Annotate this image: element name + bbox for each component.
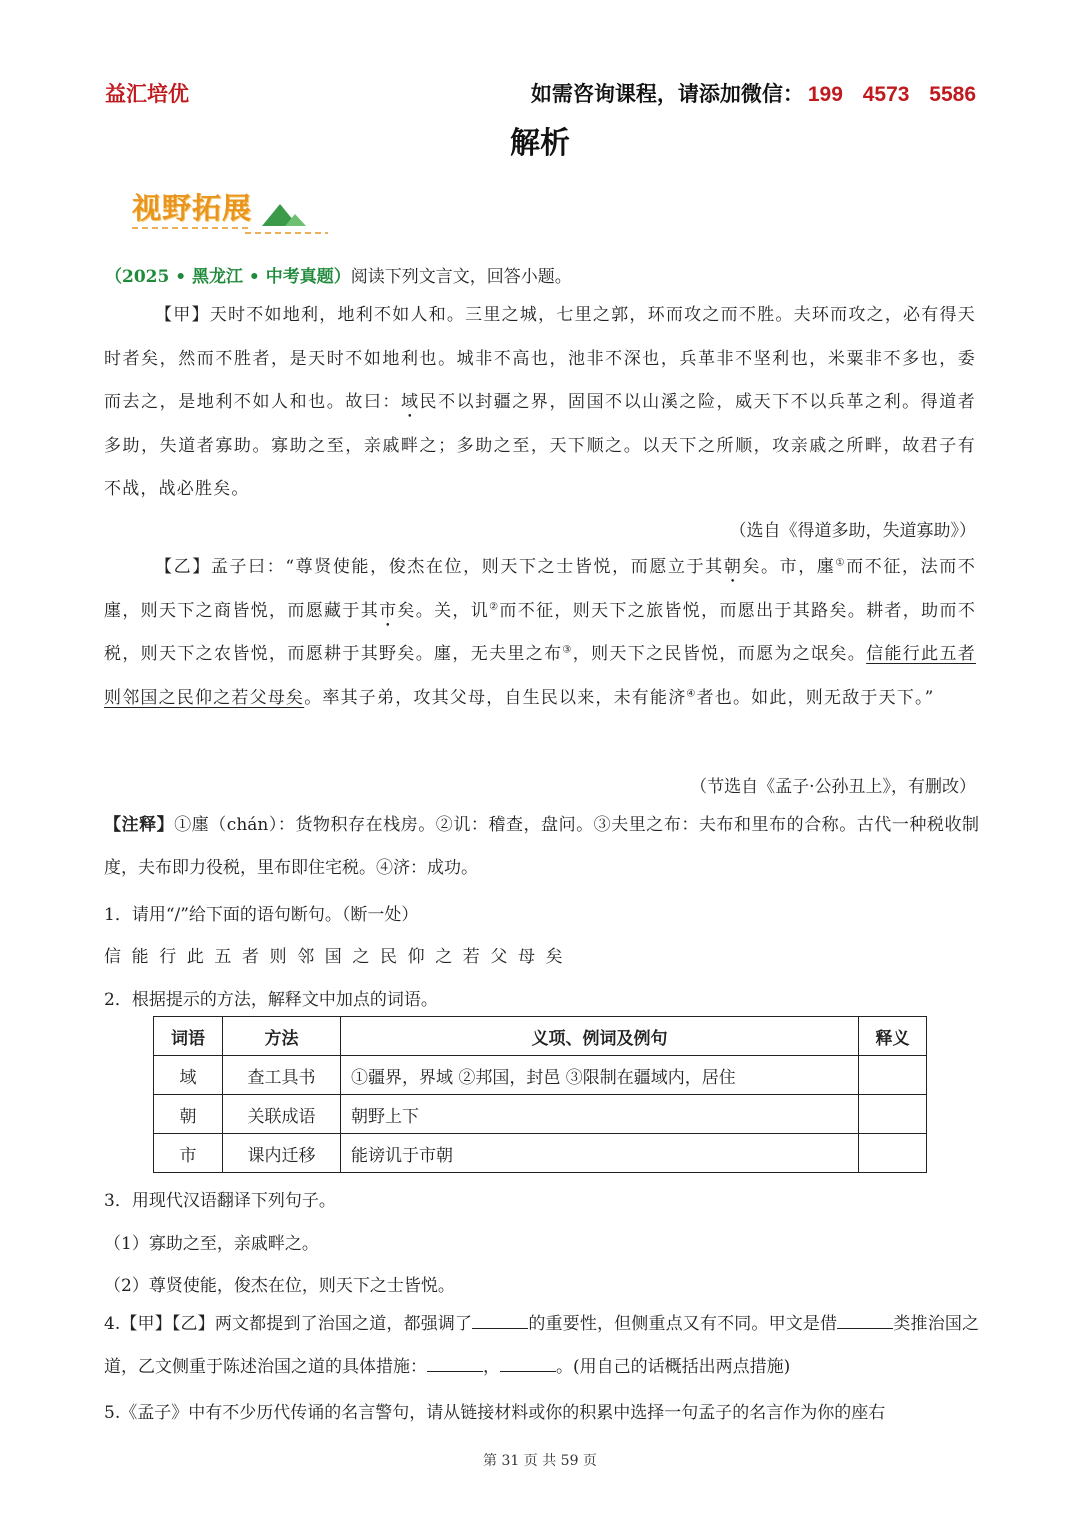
table-header: 词语 [154, 1017, 223, 1056]
passage-yi-label: 【乙】 [155, 557, 211, 577]
annotations-label: 【注释】 [104, 815, 175, 835]
source-instruction: 阅读下列文言文，回答小题。 [350, 267, 572, 287]
answer-blank[interactable] [837, 1314, 893, 1329]
passage-jia-text-2: 民不以封疆之界，固国不以山溪之险，威天下不以兵革之利。得道者多助，失道者寡助。寡助之至，亲戚畔之；多助之至，天下顺之。以天下之所顺，攻亲戚之所畔，故君子有不战，战必胜矣。 [104, 392, 977, 499]
page-title: 解析 [510, 126, 570, 161]
question-3-sentence-2: （2）尊贤使能，俊杰在位，则天下之士皆悦。 [104, 1276, 455, 1296]
passage-yi-text: 。率其子弟，攻其父母，自生民以来，未有能济 [304, 687, 687, 708]
table-cell-meaning[interactable] [859, 1095, 927, 1134]
header-brand: 益汇培优 [105, 82, 189, 106]
table-row [154, 1056, 927, 1095]
question-4 [104, 1303, 979, 1389]
question-1-sentence: 信能行此五者则邻国之民仰之若父母矣 [104, 947, 574, 967]
note-ref-1: ① [835, 557, 847, 569]
dotted-word-yu: 域 [400, 392, 420, 412]
table-cell-word: 域 [154, 1056, 223, 1095]
question-source [105, 262, 572, 287]
table-header: 方法 [223, 1017, 341, 1056]
underlined-sentence: 信能行此五者则邻国之民仰之若父母矣 [104, 644, 977, 708]
passage-yi-text: 矣。关，讥 [397, 600, 490, 621]
table-cell-method: 查工具书 [223, 1056, 341, 1095]
question-5: 5.《孟子》中有不少历代传诵的名言警句，请从链接材料或你的积累中选择一句孟子的名言作为你的座右 [104, 1403, 886, 1423]
answer-blank[interactable] [472, 1314, 528, 1329]
table-cell-method: 课内迁移 [223, 1134, 341, 1173]
passage-jia-label: 【甲】 [155, 305, 210, 325]
answer-blank[interactable] [427, 1357, 483, 1372]
wechat-phone: 199 4573 5586 [807, 83, 976, 106]
annotations [104, 804, 979, 890]
contact-label: 如需咨询课程，请添加微信： [530, 82, 804, 106]
table-cell-meaning[interactable] [859, 1134, 927, 1173]
table-cell-word: 朝 [154, 1095, 223, 1134]
table-header-row [154, 1017, 927, 1056]
question-2: 2．根据提示的方法，解释文中加点的词语。 [104, 990, 438, 1010]
passage-yi-text: 孟子曰：“尊贤使能，俊杰在位，则天下之士皆悦，而愿立于其 [210, 557, 724, 577]
question-3-sentence-1: （1）寡助之至，亲戚畔之。 [104, 1234, 319, 1254]
annotations-text: ①廛（chán）：货物积存在栈房。②讥：稽查，盘问。③夫里之布：夫布和里布的合称。古代一种税收制度，夫布即力役税，里布即住宅税。④济：成功。 [104, 815, 979, 878]
question-4-text: ， [483, 1357, 500, 1377]
question-4-text: 类 [893, 1314, 911, 1334]
source-tag: （2025 • 黑龙江 • 中考真题） [105, 267, 351, 287]
question-4-text: 的重要性，但侧重点又有不同。甲文是借 [528, 1314, 838, 1334]
table-header: 释义 [859, 1017, 927, 1056]
passage-yi-text: 而不征，法而不廛，则天下之商皆悦，而愿藏于其 [104, 557, 977, 621]
question-4-text: 推治国之道，乙文侧重于陈述治国之道的具体措施： [104, 1314, 980, 1377]
question-3: 3．用现代汉语翻译下列句子。 [104, 1191, 336, 1211]
note-ref-2: ② [489, 600, 500, 612]
question-4-text: 。(用自己的话概括出两点措施) [556, 1357, 791, 1377]
table-cell-meaning[interactable] [859, 1056, 927, 1095]
dotted-word-shi: 市 [379, 600, 398, 621]
section-badge [120, 178, 335, 240]
passage-yi-citation: （节选自《孟子·公孙丑上》，有删改） [690, 777, 976, 797]
table-cell-example: 能谤讥于市朝 [341, 1134, 859, 1173]
passage-jia-citation: （选自《得道多助，失道寡助》） [729, 521, 976, 541]
dotted-word-chao: 朝 [723, 557, 743, 577]
question-4-text: 4.【甲】【乙】两文都提到了治国之道，都强调了 [104, 1314, 473, 1334]
passage-yi-text: 而不征，则天下之旅皆悦，而愿出于其路矣。耕者，助而不税，则天下之农皆悦，而愿耕于其野矣。廛，无夫里之布 [104, 600, 977, 664]
badge-text: 视野拓展 [132, 191, 253, 225]
table-cell-example: ①疆界，界域 ②邦国，封邑 ③限制在疆域内，居住 [341, 1056, 859, 1095]
note-ref-3: ③ [562, 644, 573, 656]
table-cell-example: 朝野上下 [341, 1095, 859, 1134]
passage-yi [104, 546, 976, 720]
vocab-table [153, 1016, 927, 1173]
table-cell-method: 关联成语 [223, 1095, 341, 1134]
table-row [154, 1134, 927, 1173]
passage-yi-text: 者也。如此，则无敌于天下。” [696, 687, 935, 708]
question-1: 1．请用“/”给下面的语句断句。（断一处） [104, 905, 419, 925]
header-contact [531, 78, 976, 108]
table-header: 义项、例词及例句 [341, 1017, 859, 1056]
note-ref-4: ④ [686, 687, 697, 699]
page-footer: 第 31 页 共 59 页 [483, 1453, 597, 1469]
passage-yi-text: ，则天下之民皆悦，而愿为之氓矣。 [572, 644, 867, 664]
answer-blank[interactable] [500, 1357, 556, 1372]
passage-jia-text-1: 天时不如地利，地利不如人和。三里之城，七里之郭，环而攻之而不胜。夫环而攻之，必有得天时者矣，然而不胜者，是天时不如地利也。城非不高也，池非不深也，兵革非不坚利也，米粟非不多也，委而去之，是地利不如人和也。故曰： [104, 305, 976, 412]
table-cell-word: 市 [154, 1134, 223, 1173]
passage-jia [104, 294, 976, 512]
table-row [154, 1095, 927, 1134]
passage-yi-text: 矣。市，廛 [742, 557, 836, 577]
